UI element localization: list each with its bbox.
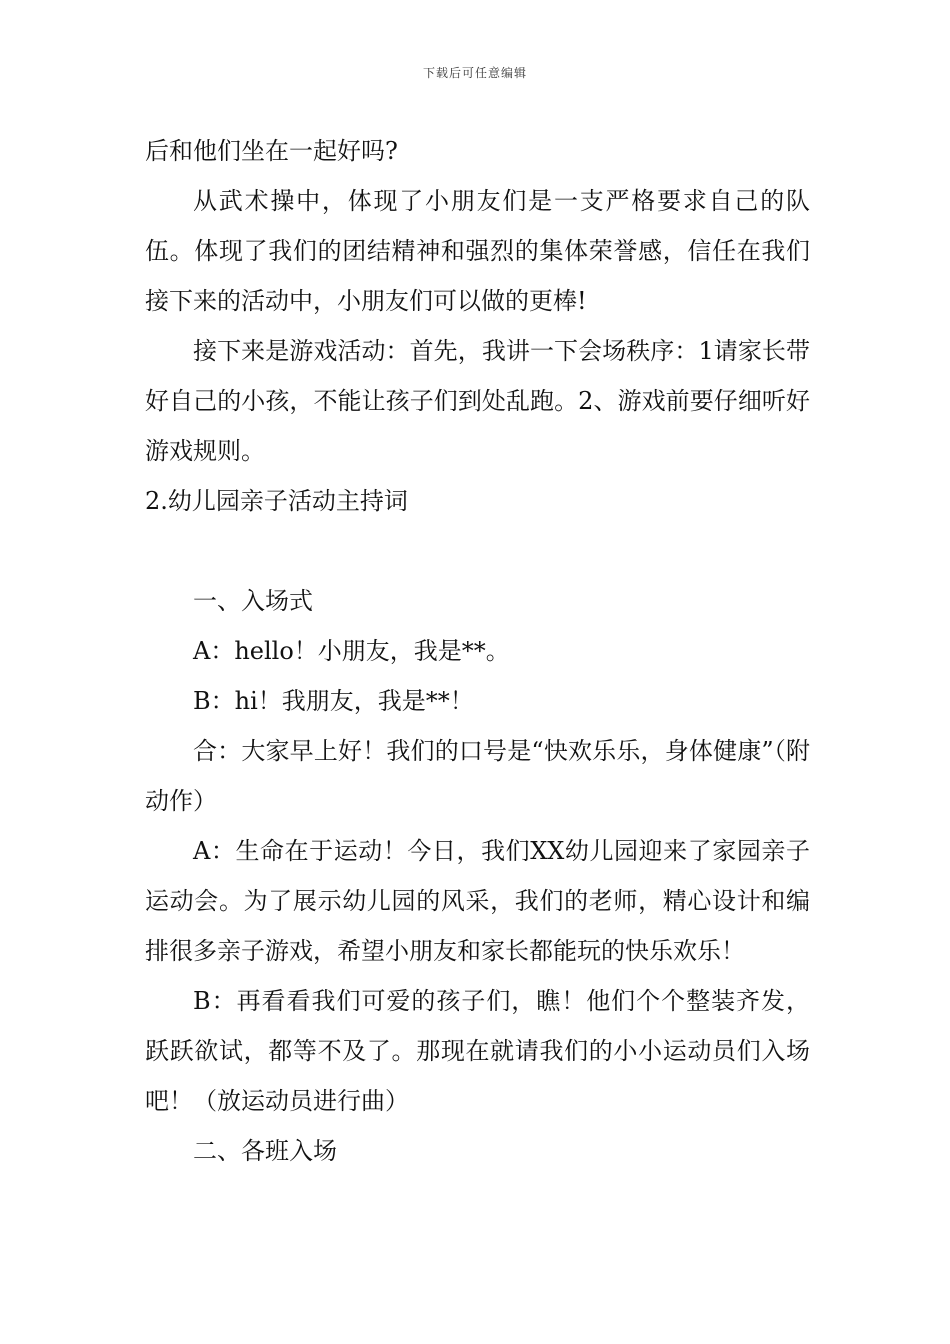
- document-body: [145, 126, 810, 1176]
- dialogue-line-a: A：hello！小朋友，我是**。: [193, 637, 510, 665]
- dialogue-line-b: B：hi！我朋友，我是**！: [193, 687, 474, 715]
- subheading-class-entrance: 二、各班入场: [193, 1137, 337, 1165]
- paragraph-wushu: 从武术操中，体现了小朋友们是一支严格要求自己的队伍。体现了我们的团结精神和强烈的集体荣誉感，信任在我们接下来的活动中，小朋友们可以做的更棒!: [145, 187, 810, 315]
- paragraph-continuation: 后和他们坐在一起好吗?: [145, 137, 398, 165]
- subheading-entrance: 一、入场式: [193, 587, 313, 615]
- page-header: 下载后可任意编辑: [422, 66, 527, 80]
- dialogue-line-together: 合：大家早上好！我们的口号是“快欢乐乐，身体健康”（附动作）: [145, 737, 810, 815]
- blank-line: [145, 526, 810, 576]
- dialogue-line-a-2: A：生命在于运动！今日，我们XX幼儿园迎来了家园亲子运动会。为了展示幼儿园的风采，我们的老师，精心设计和编排很多亲子游戏，希望小朋友和家长都能玩的快乐欢乐！: [145, 837, 810, 965]
- dialogue-line-b-2: B：再看看我们可爱的孩子们，瞧！他们个个整装齐发，跃跃欲试，都等不及了。那现在就请我们的小小运动员们入场吧！（放运动员进行曲）: [145, 987, 810, 1115]
- section-heading: 2.幼儿园亲子活动主持词: [145, 487, 408, 515]
- paragraph-game-rules: 接下来是游戏活动：首先，我讲一下会场秩序：1请家长带好自己的小孩，不能让孩子们到处乱跑。2、游戏前要仔细听好游戏规则。: [145, 337, 810, 465]
